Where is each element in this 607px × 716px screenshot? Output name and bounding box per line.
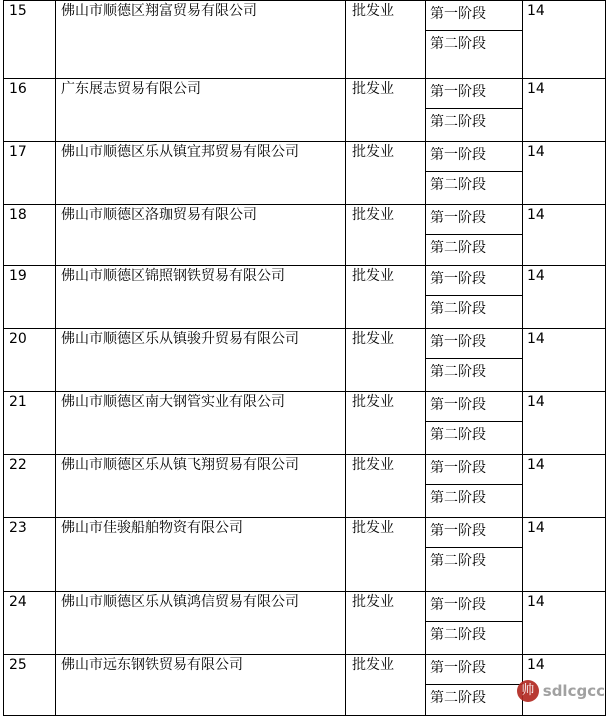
row-value: 14 xyxy=(523,1,606,79)
table-row xyxy=(4,1,606,79)
row-value: 14 xyxy=(523,142,606,205)
row-value: 14 xyxy=(523,266,606,329)
row-number: 19 xyxy=(4,266,56,329)
stage-second: 第二阶段 xyxy=(430,114,486,130)
company-name: 佛山市顺德区南大钢管实业有限公司 xyxy=(56,392,346,455)
stage-first: 第一阶段 xyxy=(426,1,522,31)
row-value: 14 xyxy=(523,592,606,655)
company-name: 广东展志贸易有限公司 xyxy=(56,79,346,142)
stage-cell xyxy=(426,205,523,266)
stage-first: 第一阶段 xyxy=(426,79,522,109)
stage-cell xyxy=(426,142,523,205)
row-value: 14 xyxy=(523,329,606,392)
industry: 批发业 xyxy=(346,205,426,266)
watermark-logo-icon: 帅 xyxy=(517,680,539,702)
company-table xyxy=(3,0,606,716)
stage-cell xyxy=(426,392,523,455)
row-value: 14 xyxy=(523,518,606,592)
stage-second: 第二阶段 xyxy=(430,690,486,706)
company-name: 佛山市顺德区洛珈贸易有限公司 xyxy=(56,205,346,266)
company-name: 佛山市顺德区翔富贸易有限公司 xyxy=(56,1,346,79)
stage-cell xyxy=(426,455,523,518)
stage-second: 第二阶段 xyxy=(430,627,486,643)
stage-first: 第一阶段 xyxy=(426,329,522,359)
company-name: 佛山市顺德区乐从镇骏升贸易有限公司 xyxy=(56,329,346,392)
stage-second: 第二阶段 xyxy=(430,177,486,193)
row-value: 14 xyxy=(523,655,606,716)
company-name: 佛山市顺德区锦照钢铁贸易有限公司 xyxy=(56,266,346,329)
industry: 批发业 xyxy=(346,266,426,329)
stage-cell xyxy=(426,79,523,142)
company-name: 佛山市远东钢铁贸易有限公司 xyxy=(56,655,346,716)
industry: 批发业 xyxy=(346,518,426,592)
stage-cell xyxy=(426,266,523,329)
industry: 批发业 xyxy=(346,79,426,142)
industry: 批发业 xyxy=(346,592,426,655)
company-name: 佛山市顺德区乐从镇飞翔贸易有限公司 xyxy=(56,455,346,518)
table-row xyxy=(4,518,606,592)
row-number: 22 xyxy=(4,455,56,518)
industry: 批发业 xyxy=(346,1,426,79)
stage-second: 第二阶段 xyxy=(430,36,486,52)
row-number: 15 xyxy=(4,1,56,79)
stage-first: 第一阶段 xyxy=(426,455,522,485)
industry: 批发业 xyxy=(346,455,426,518)
row-number: 16 xyxy=(4,79,56,142)
table-row xyxy=(4,266,606,329)
company-name: 佛山市顺德区乐从镇鸿信贸易有限公司 xyxy=(56,592,346,655)
table-row xyxy=(4,392,606,455)
stage-first: 第一阶段 xyxy=(426,392,522,422)
stage-first: 第一阶段 xyxy=(426,592,522,622)
stage-second: 第二阶段 xyxy=(430,301,486,317)
stage-cell xyxy=(426,329,523,392)
company-name: 佛山市顺德区乐从镇宜邦贸易有限公司 xyxy=(56,142,346,205)
row-value: 14 xyxy=(523,455,606,518)
stage-first: 第一阶段 xyxy=(426,518,522,548)
row-number: 25 xyxy=(4,655,56,716)
stage-second: 第二阶段 xyxy=(430,553,486,569)
table-row xyxy=(4,592,606,655)
industry: 批发业 xyxy=(346,142,426,205)
row-number: 17 xyxy=(4,142,56,205)
industry: 批发业 xyxy=(346,655,426,716)
table-row xyxy=(4,655,606,716)
table-row xyxy=(4,329,606,392)
row-number: 23 xyxy=(4,518,56,592)
stage-cell xyxy=(426,592,523,655)
stage-cell xyxy=(426,1,523,79)
watermark-text: sdlcgcc xyxy=(542,682,605,700)
watermark xyxy=(517,680,605,702)
table-row xyxy=(4,79,606,142)
row-value: 14 xyxy=(523,392,606,455)
row-number: 24 xyxy=(4,592,56,655)
company-name: 佛山市佳骏船舶物资有限公司 xyxy=(56,518,346,592)
stage-cell xyxy=(426,655,523,716)
stage-second: 第二阶段 xyxy=(430,240,486,256)
industry: 批发业 xyxy=(346,392,426,455)
stage-first: 第一阶段 xyxy=(426,205,522,235)
row-number: 20 xyxy=(4,329,56,392)
row-value: 14 xyxy=(523,205,606,266)
stage-first: 第一阶段 xyxy=(426,142,522,172)
stage-cell xyxy=(426,518,523,592)
table-row xyxy=(4,455,606,518)
row-value: 14 xyxy=(523,79,606,142)
stage-second: 第二阶段 xyxy=(430,490,486,506)
table-row xyxy=(4,142,606,205)
stage-second: 第二阶段 xyxy=(430,427,486,443)
row-number: 18 xyxy=(4,205,56,266)
row-number: 21 xyxy=(4,392,56,455)
stage-first: 第一阶段 xyxy=(426,655,522,685)
stage-second: 第二阶段 xyxy=(430,364,486,380)
table-row xyxy=(4,205,606,266)
industry: 批发业 xyxy=(346,329,426,392)
stage-first: 第一阶段 xyxy=(426,266,522,296)
